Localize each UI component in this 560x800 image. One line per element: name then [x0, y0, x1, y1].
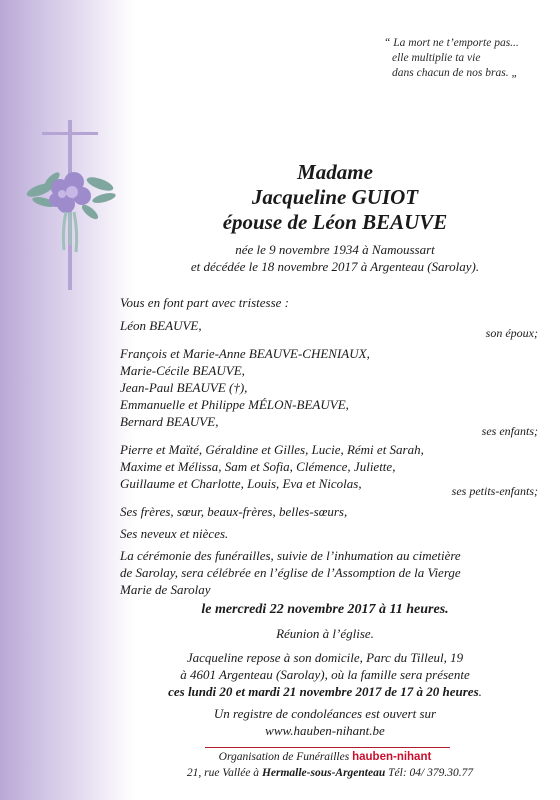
child-line: Marie-Cécile BEAUVE, [120, 363, 245, 378]
rest-line: Jacqueline repose à son domicile, Parc du Tilleul, 19 [186, 650, 464, 665]
intro-line: Vous en font part avec tristesse : [120, 295, 289, 310]
ceremony-line: La cérémonie des funérailles, suivie de l’inhumation au cimetière [120, 548, 461, 563]
rest-line: ces lundi 20 et mardi 21 novembre 2017 de 17 à 20 heures. [168, 684, 482, 699]
husband-role: son époux; [485, 326, 538, 340]
footer-city: Hermalle-sous-Argenteau [261, 767, 386, 779]
brand-logo: hauben-nihant [352, 751, 432, 763]
quote-line: elle multiplie ta vie [392, 52, 481, 64]
quote-line: dans chacun de nos bras. „ [392, 67, 518, 79]
grandchildren-role: ses petits-enfants; [451, 484, 538, 498]
quote-line: “ La mort ne t’emporte pas... [384, 37, 519, 49]
register-url[interactable]: www.hauben-nihant.be [265, 723, 385, 738]
siblings-line: Ses frères, sœur, beaux-frères, belles-sœurs, [120, 504, 348, 519]
grandchildren-line: Pierre et Maïté, Géraldine et Gilles, Lucie, Rémi et Sarah, [120, 442, 424, 457]
footer-address: 21, rue Vallée à Hermalle-sous-Argenteau Tél: 04/ 379.30.77 [186, 767, 474, 779]
birth-line: née le 9 novembre 1934 à Namoussart [235, 242, 435, 257]
quote-block [384, 36, 519, 81]
death-line: et décédée le 18 novembre 2017 à Argenteau (Sarolay). [190, 259, 480, 274]
child-line: Bernard BEAUVE, [120, 414, 219, 429]
ceremony-line: de Sarolay, sera célébrée en l’église de l’Assomption de la Vierge [120, 565, 461, 580]
grandchildren-line: Maxime et Mélissa, Sam et Sofia, Clémence, Juliette, [120, 459, 396, 474]
title: Madame [297, 160, 373, 184]
child-line: François et Marie-Anne BEAUVE-CHENIAUX, [120, 346, 370, 361]
child-line: Emmanuelle et Philippe MÉLON-BEAUVE, [120, 397, 349, 412]
rest-line: à 4601 Argenteau (Sarolay), où la famille sera présente [180, 667, 470, 682]
register-line: Un registre de condoléances est ouvert sur [213, 706, 437, 721]
ceremony-line: Marie de Sarolay [120, 582, 211, 597]
spouse-line: épouse de Léon BEAUVE [222, 210, 448, 234]
cross-flowers-icon [22, 120, 122, 300]
child-line: Jean-Paul BEAUVE (†), [120, 380, 248, 395]
husband-name: Léon BEAUVE, [120, 318, 202, 333]
ceremony-date: le mercredi 22 novembre 2017 à 11 heures. [201, 602, 449, 617]
footer-org: Organisation de Funérailles hauben-nihant [218, 751, 432, 763]
grandchildren-line: Guillaume et Charlotte, Louis, Eva et Nicolas, [120, 476, 362, 491]
visiting-hours: ces lundi 20 et mardi 21 novembre 2017 de 17 à 20 heures [168, 684, 479, 699]
deceased-name: Jacqueline GUIOT [251, 185, 419, 209]
footer-divider [205, 747, 450, 748]
meeting-line: Réunion à l’église. [276, 626, 374, 641]
footer-phone: Tél: 04/ 379.30.77 [388, 767, 474, 779]
nephews-line: Ses neveux et nièces. [120, 526, 229, 541]
children-role: ses enfants; [481, 424, 538, 438]
